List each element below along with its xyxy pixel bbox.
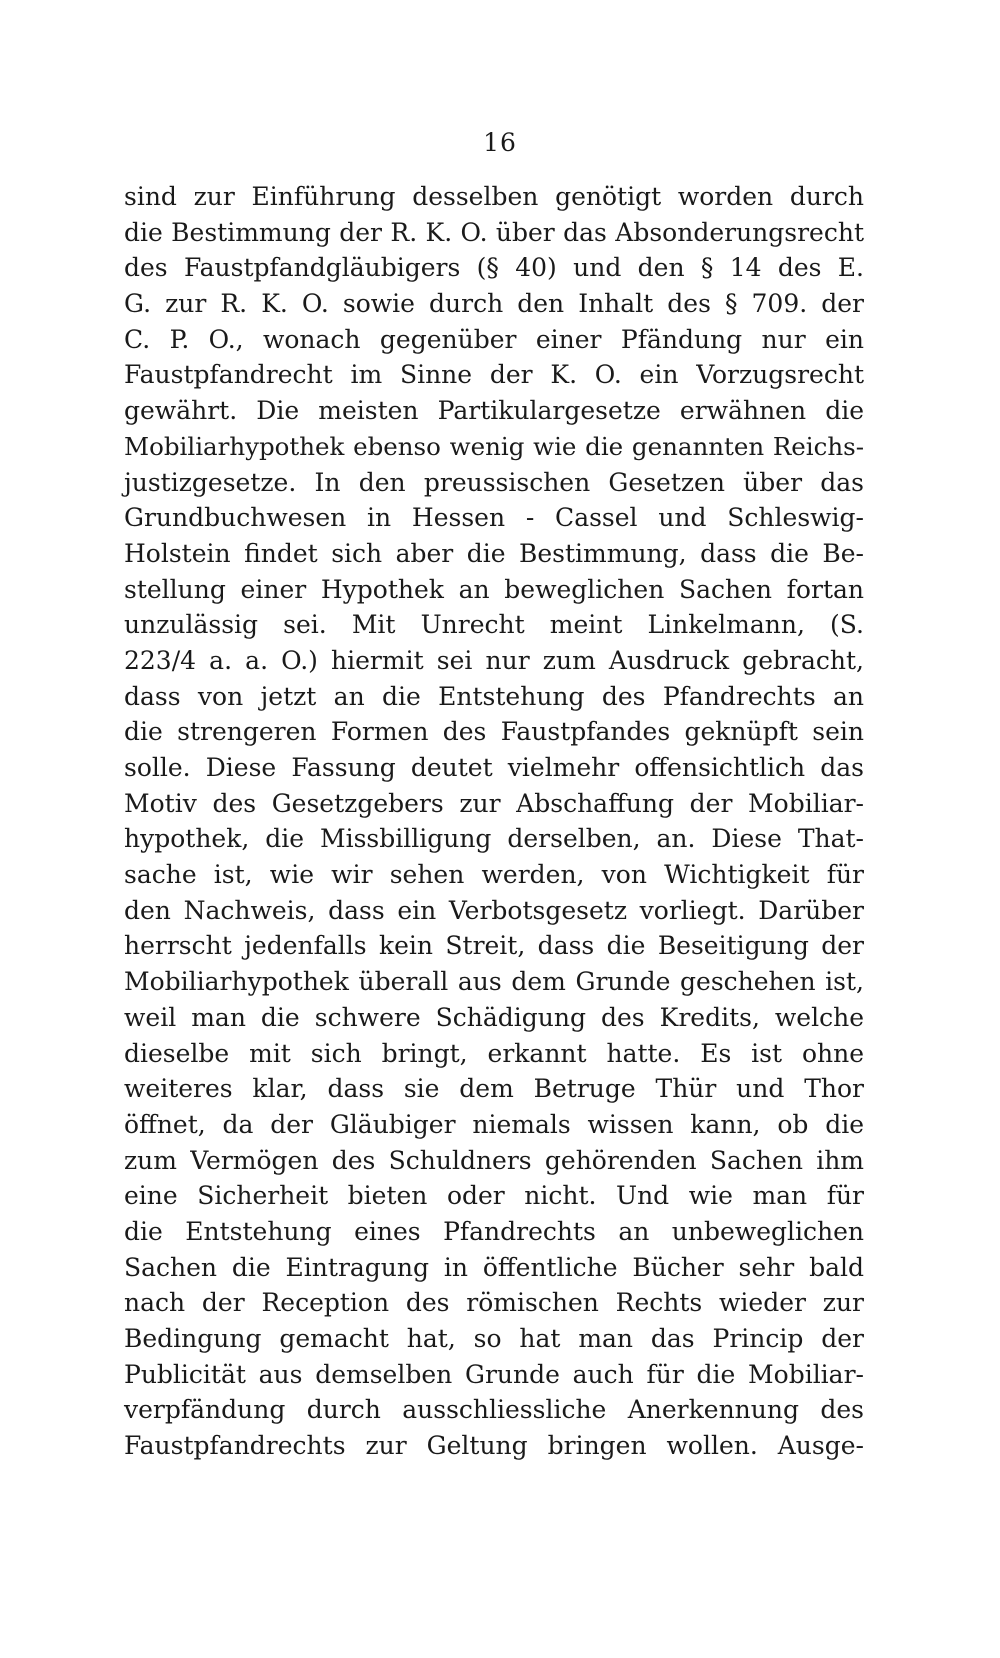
text-line: weiteres klar, dass sie dem Betruge Thür und Thor bbox=[124, 1074, 864, 1104]
text-line: öffnet, da der Gläubiger niemals wissen kann, ob die bbox=[124, 1109, 864, 1139]
text-line: weil man die schwere Schädigung des Kredits, welche bbox=[124, 1002, 864, 1032]
text-line: Grundbuchwesen in Hessen - Cassel und Schleswig- bbox=[124, 503, 864, 533]
text-line: Holstein findet sich aber die Bestimmung, dass die Be- bbox=[124, 538, 864, 568]
text-line: verpfändung durch ausschliessliche Anerkennung des bbox=[124, 1395, 864, 1425]
text-line: stellung einer Hypothek an beweglichen Sachen fortan bbox=[124, 574, 864, 604]
text-line: zum Vermögen des Schuldners gehörenden Sachen ihm bbox=[124, 1145, 864, 1175]
text-line: den Nachweis, dass ein Verbotsgesetz vorliegt. Darüber bbox=[124, 895, 864, 925]
text-line: Faustpfandrecht im Sinne der K. O. ein Vorzugsrecht bbox=[124, 360, 864, 390]
page-number: 16 bbox=[483, 128, 517, 157]
text-line: des Faustpfandgläubigers (§ 40) und den § 14 des E. bbox=[124, 253, 864, 283]
text-line: Motiv des Gesetzgebers zur Abschaffung der Mobiliar- bbox=[124, 788, 864, 818]
text-line: herrscht jedenfalls kein Streit, dass die Beseitigung der bbox=[124, 931, 864, 961]
text-line: sache ist, wie wir sehen werden, von Wichtigkeit für bbox=[124, 860, 864, 890]
text-line: Bedingung gemacht hat, so hat man das Princip der bbox=[124, 1324, 864, 1353]
text-line: Sachen die Eintragung in öffentliche Bücher sehr bald bbox=[124, 1252, 864, 1282]
text-line: Publicität aus demselben Grunde auch für die Mobiliar- bbox=[124, 1359, 864, 1389]
body-text bbox=[124, 179, 864, 1464]
text-line: die Bestimmung der R. K. O. über das Absonderungsrecht bbox=[124, 217, 864, 247]
text-line: sind zur Einführung desselben genötigt worden durch bbox=[124, 182, 864, 211]
text-line: G. zur R. K. O. sowie durch den Inhalt des § 709. der bbox=[124, 289, 864, 319]
text-line: eine Sicherheit bieten oder nicht. Und wie man für bbox=[124, 1181, 864, 1211]
text-line: nach der Reception des römischen Rechts wieder zur bbox=[124, 1288, 864, 1318]
text-line: solle. Diese Fassung deutet vielmehr offensichtlich das bbox=[124, 753, 864, 782]
text-line: dass von jetzt an die Entstehung des Pfandrechts an bbox=[124, 681, 864, 711]
text-line: Mobiliarhypothek überall aus dem Grunde geschehen ist, bbox=[124, 967, 864, 997]
text-line: die Entstehung eines Pfandrechts an unbeweglichen bbox=[124, 1216, 864, 1246]
text-line: 223/4 a. a. O.) hiermit sei nur zum Ausdruck gebracht, bbox=[124, 645, 864, 675]
text-line: C. P. O., wonach gegenüber einer Pfändung nur ein bbox=[124, 324, 864, 354]
text-line: die strengeren Formen des Faustpfandes geknüpft sein bbox=[124, 717, 864, 747]
text-line: unzulässig sei. Mit Unrecht meint Linkelmann, (S. bbox=[124, 610, 864, 640]
text-line: gewährt. Die meisten Partikulargesetze erwähnen die bbox=[124, 396, 864, 426]
text-line: dieselbe mit sich bringt, erkannt hatte. Es ist ohne bbox=[124, 1038, 864, 1068]
text-line: Faustpfandrechts zur Geltung bringen wollen. Ausge- bbox=[124, 1431, 864, 1461]
text-line: hypothek, die Missbilligung derselben, an. Diese That- bbox=[124, 824, 864, 854]
text-line: Mobiliarhypothek ebenso wenig wie die genannten Reichs- bbox=[124, 431, 864, 461]
text-line: justizgesetze. In den preussischen Gesetzen über das bbox=[124, 467, 864, 497]
